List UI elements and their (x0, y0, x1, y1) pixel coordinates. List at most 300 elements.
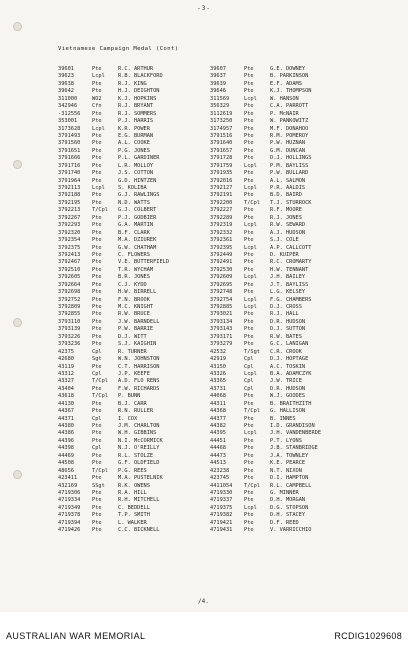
member-name: B. BRAITHZITH (270, 400, 312, 407)
member-name: G.J. RAWLINGS (118, 192, 160, 199)
service-number: 4719306 (58, 489, 81, 496)
member-name: M.F. DONAHOO (270, 125, 309, 132)
roll-entry (58, 274, 208, 281)
member-name: P.J. GODBIER (118, 214, 157, 221)
roll-entry (58, 252, 208, 259)
service-number: 42375 (58, 348, 74, 355)
member-name: A.C. TOSKIN (270, 363, 306, 370)
rank: Pte (244, 475, 254, 482)
rank: SSgt (92, 482, 105, 489)
roll-entry (58, 408, 208, 415)
member-name: D.J. WITT (118, 333, 147, 340)
roll-entry (210, 341, 360, 348)
service-number: 43618 (58, 393, 74, 400)
member-name: A.P. CALLCOTT (270, 244, 312, 251)
rank: Pte (92, 363, 102, 370)
roll-entry (210, 88, 360, 95)
service-number: 39638 (58, 80, 74, 87)
member-name: H.W. TENNANT (270, 266, 309, 273)
service-number: 44386 (58, 430, 74, 437)
service-number: 43327 (58, 378, 74, 385)
rank: Pte (244, 103, 254, 110)
service-number: 43119 (58, 363, 74, 370)
rank: Pte (92, 460, 102, 467)
roll-entry (58, 289, 208, 296)
member-name: C.T. HARRISON (118, 363, 160, 370)
roll-entry (58, 215, 208, 222)
roll-entry (58, 401, 208, 408)
roll-entry (210, 512, 360, 519)
service-number: 3792698 (58, 289, 81, 296)
rank: Pte (244, 452, 254, 459)
roll-entry (58, 364, 208, 371)
service-number: 3793279 (210, 341, 233, 348)
service-number: 48656 (58, 467, 74, 474)
rank: Lcpl (244, 244, 257, 251)
roll-entry (58, 520, 208, 527)
roll-entry (210, 148, 360, 155)
roll-entry (210, 475, 360, 482)
service-number: 3792754 (210, 296, 233, 303)
rank: Pte (92, 504, 102, 511)
rank: Pte (92, 118, 102, 125)
roll-entry (58, 81, 208, 88)
credit-bar (0, 612, 408, 654)
member-name: R.F. MOORE (270, 207, 302, 214)
roll-entry (210, 178, 360, 185)
service-number: 3792467 (58, 259, 81, 266)
service-number: 44513 (210, 460, 226, 467)
roll-entry (210, 371, 360, 378)
service-number: 42532 (210, 348, 226, 355)
rank: Pte (92, 281, 102, 288)
rank: Lcpl (244, 185, 257, 191)
member-name: P.J. HARRIS (118, 118, 154, 125)
rank: Pte (92, 326, 102, 333)
roll-entry (210, 438, 360, 445)
member-name: W.N. JOHNSTON (118, 356, 160, 363)
roll-entry (210, 386, 360, 393)
roll-entry (210, 103, 360, 110)
roll-entry (210, 207, 360, 214)
service-number: 43326 (210, 370, 226, 377)
service-number: 4719375 (210, 504, 233, 511)
member-name: J.T. BAYLISS (270, 281, 309, 288)
member-name: B.J. CARR (118, 400, 147, 407)
rank: Pte (244, 437, 254, 444)
service-number: 39637 (210, 73, 226, 80)
rank: Pte (92, 497, 102, 504)
service-number: 3791651 (58, 147, 81, 154)
service-number: 44311 (210, 400, 226, 407)
service-number: 42919 (210, 356, 226, 363)
rank: T/Cpl (92, 207, 108, 214)
service-number: 4719349 (58, 504, 81, 511)
rank: Pte (244, 467, 254, 474)
roll-entry (58, 237, 208, 244)
member-name: J.P. KEEFE (118, 370, 150, 377)
rank: Pte (92, 170, 102, 177)
roll-entry (210, 222, 360, 229)
service-number: 4719337 (210, 497, 233, 504)
member-name: A.D. FLO RENS (118, 378, 160, 385)
roll-entry (210, 200, 360, 207)
service-number: 3173628 (58, 125, 81, 132)
rank: Pte (244, 177, 254, 184)
member-name: F.G. CHAMBERS (270, 296, 312, 303)
rank: Pte (244, 214, 254, 221)
member-name: J.A. TOWNLEY (270, 452, 309, 459)
member-name: R. TURNER (118, 348, 147, 355)
member-name: H.J. DEIGHTON (118, 88, 160, 95)
member-name: T.R. WYCHAM (118, 266, 154, 273)
member-name: M.A. DZIUREK (118, 237, 157, 244)
service-number: 3792609 (210, 274, 233, 281)
member-name: B.A. ADAMCZYK (270, 370, 312, 377)
member-name: P.T. LYONS (270, 437, 302, 444)
member-name: R.W. SEWARD (270, 222, 306, 229)
rank: Pte (92, 80, 102, 87)
member-name: N.T. NIXON (270, 467, 302, 474)
service-number: 44367 (58, 408, 74, 415)
roll-entry (58, 386, 208, 393)
rank: Pte (244, 73, 254, 80)
rank: Pte (92, 199, 102, 206)
rank: Lcpl (92, 125, 105, 132)
roll-entry (210, 185, 360, 192)
rank: Lcpl (92, 185, 105, 191)
roll-entry (58, 259, 208, 266)
rank: Pte (244, 445, 254, 452)
roll-entry (58, 118, 208, 125)
service-number: 3792016 (210, 177, 233, 184)
service-number: 3792375 (58, 244, 81, 251)
roll-entry (58, 192, 208, 199)
roll-entry (210, 163, 360, 170)
service-number: 44473 (210, 452, 226, 459)
rank: Pte (244, 88, 254, 95)
member-name: J.W. BARNDELL (118, 318, 160, 325)
service-number: 39607 (210, 66, 226, 72)
service-number: 3793226 (58, 333, 81, 340)
roll-entry (210, 252, 360, 259)
service-number: 4719394 (58, 519, 81, 526)
service-number: 4719334 (58, 497, 81, 504)
rank: T/Cpl (244, 408, 260, 415)
service-number: 3174957 (210, 125, 233, 132)
service-number: 44396 (58, 437, 74, 444)
roll-entry (210, 311, 360, 318)
member-name: D. KUIPER (270, 251, 299, 258)
roll-entry (58, 527, 208, 534)
rank: Pte (244, 132, 254, 139)
roll-entry (58, 207, 208, 214)
member-name: J.H. VANDENBERDE (270, 430, 322, 437)
service-number: 44068 (210, 393, 226, 400)
service-number: 3791516 (210, 132, 233, 139)
roll-entry (58, 267, 208, 274)
roll-entry (210, 96, 360, 103)
roll-entry (58, 356, 208, 363)
member-name: A.L. COOKE (118, 140, 150, 147)
service-number: 3791716 (58, 162, 81, 169)
member-name: R.J. SOMMERS (118, 110, 157, 117)
rank: Pte (92, 475, 102, 482)
member-name: W.H. GIBBINS (118, 430, 157, 437)
member-name: G.D. HINTZEN (118, 177, 157, 184)
document-heading: Vietnamese Campaign Medal (Cont) (58, 46, 179, 52)
member-name: W. PANKOWITZ (270, 118, 309, 125)
rank: T/Cpl (92, 393, 108, 400)
roll-entry (58, 88, 208, 95)
member-name: D.R. HUDSON (270, 385, 306, 392)
service-number: 3792293 (58, 222, 81, 229)
member-name: L.G. KELSEY (270, 289, 306, 296)
service-number: 356329 (210, 103, 230, 110)
rank: Pte (92, 304, 102, 310)
rank: Pte (92, 214, 102, 221)
member-name: R.H. MITCHELL (118, 497, 160, 504)
service-number: 4719330 (210, 489, 233, 496)
member-name: R.L. STOLZE (118, 452, 154, 459)
member-name: D.J. SUTTON (270, 326, 306, 333)
service-number: 3792809 (58, 304, 81, 310)
service-number: 3791493 (58, 132, 81, 139)
roll-entry (210, 326, 360, 333)
member-name: R.N. RULLER (118, 408, 154, 415)
member-name: P.W. BULLARD (270, 170, 309, 177)
service-number: 3792855 (58, 311, 81, 318)
member-name: G.C. LANIGAN (270, 341, 309, 348)
roll-entry (58, 468, 208, 475)
rank: Cpl (244, 363, 254, 370)
roll-entry (58, 148, 208, 155)
member-name: P. McNAIR (270, 110, 299, 117)
rank: Lcpl (244, 222, 257, 229)
rank: Pte (92, 192, 102, 199)
rank: Pte (244, 118, 254, 125)
member-name: G.A. MARTIN (118, 222, 154, 229)
service-number: 3792319 (210, 222, 233, 229)
service-number: 3792188 (58, 192, 81, 199)
service-number: 44469 (58, 452, 74, 459)
member-name: R.J. JONES (270, 214, 302, 221)
member-name: G.E. DOWNEY (270, 66, 306, 72)
service-number: 3793134 (210, 318, 233, 325)
roll-entry (210, 267, 360, 274)
service-number: 44380 (58, 423, 74, 429)
roll-entry (58, 483, 208, 490)
member-name: R.J. HALL (270, 311, 299, 318)
rank: Pte (92, 132, 102, 139)
rank: Cpl (92, 370, 102, 377)
service-number: 3793021 (210, 311, 233, 318)
rank: Cpl (92, 415, 102, 422)
service-number: 3791560 (58, 140, 81, 147)
roll-entry (210, 356, 360, 363)
roll-entry (210, 334, 360, 341)
roll-entry (210, 497, 360, 504)
roll-entry (58, 73, 208, 80)
roll-entry (210, 118, 360, 125)
service-number: 39639 (210, 80, 226, 87)
member-name: R.J. BRYANT (118, 103, 154, 110)
service-number: 39646 (210, 88, 226, 95)
roll-entry (58, 393, 208, 400)
service-number: 3792213 (58, 207, 81, 214)
rank: Cpl (92, 348, 102, 355)
roll-entry (58, 416, 208, 423)
service-number: 311000 (58, 95, 78, 102)
service-number: 44371 (58, 415, 74, 422)
rank: Pte (244, 207, 254, 214)
member-name: K.J. THOMPSON (270, 88, 312, 95)
member-name: B.D. BAIRD (270, 192, 302, 199)
rank: Pte (92, 341, 102, 348)
rank: Pte (244, 266, 254, 273)
roll-entry (58, 341, 208, 348)
rank: Pte (244, 333, 254, 340)
rank: Pte (92, 296, 102, 303)
member-name: A.J. HUDSON (270, 229, 306, 236)
roll-entry (210, 527, 360, 534)
roll-entry (210, 230, 360, 237)
rank: Pte (244, 512, 254, 519)
member-name: G.F. OLDFIELD (118, 460, 160, 467)
roll-entry (58, 126, 208, 133)
member-name: H.W. BIRRELL (118, 289, 157, 296)
rank: Pte (244, 281, 254, 288)
roll-entry (58, 438, 208, 445)
roll-entry (58, 96, 208, 103)
rank: Pte (92, 400, 102, 407)
roll-entry (58, 178, 208, 185)
roll-entry (210, 126, 360, 133)
service-number: 3792289 (210, 214, 233, 221)
roll-entry (58, 497, 208, 504)
roll-entry (210, 490, 360, 497)
rank: T/Cpl (244, 199, 260, 206)
rank: Pte (244, 170, 254, 177)
member-name: J.B. STANBRIDGE (270, 445, 318, 452)
member-name: D.R. HUDSON (270, 318, 306, 325)
service-number: 39623 (58, 73, 74, 80)
rank: Pte (92, 110, 102, 117)
roll-entry (58, 371, 208, 378)
roll-entry (210, 401, 360, 408)
rank: Pte (92, 437, 102, 444)
service-number: 44130 (58, 400, 74, 407)
rank: Pte (92, 408, 102, 415)
rank: Lcpl (244, 274, 257, 281)
service-number: 3793139 (58, 326, 81, 333)
member-name: E.F. ADAMS (270, 80, 302, 87)
rank: Pte (92, 222, 102, 229)
rank: Pte (244, 341, 254, 348)
service-number: -312556 (58, 110, 81, 117)
rank: Pte (92, 251, 102, 258)
service-number: 3791657 (210, 147, 233, 154)
member-name: G. MINNER (270, 489, 299, 496)
service-number: 3173250 (210, 118, 233, 125)
member-name: D.J. HOPTAGE (270, 356, 309, 363)
member-name: R.K. OWENS (118, 482, 150, 489)
roll-entry (58, 349, 208, 356)
rank: Pte (244, 237, 254, 244)
member-name: J.S. COTTON (118, 170, 154, 177)
member-name: C. BEDDELL (118, 504, 150, 511)
service-number: 342946 (58, 103, 78, 110)
service-number: 43365 (210, 378, 226, 385)
rank: Pte (92, 423, 102, 429)
rank: Pte (244, 489, 254, 496)
service-number: 3792510 (58, 266, 81, 273)
roll-entry (210, 215, 360, 222)
service-number: 3792200 (210, 199, 233, 206)
service-number: 3793143 (210, 326, 233, 333)
service-number: 3792530 (210, 266, 233, 273)
roll-entry (58, 200, 208, 207)
rank: T/Cpl (92, 378, 108, 385)
roll-entry (210, 304, 360, 311)
right-roll-column (210, 66, 360, 535)
member-name: C. FLOWERS (118, 251, 150, 258)
member-name: P.L. GARDINER (118, 155, 160, 162)
roll-entry (210, 73, 360, 80)
roll-entry (210, 408, 360, 415)
service-number: 3792191 (210, 192, 233, 199)
service-number: 423745 (210, 475, 230, 482)
member-name: G.J. COLBERT (118, 207, 157, 214)
service-number: 42680 (58, 356, 74, 363)
service-number: 4719426 (58, 527, 81, 534)
rank: Lcpl (244, 304, 257, 310)
member-name: D.J. HOLLINGS (270, 155, 312, 162)
member-name: C.A. PARROTT (270, 103, 309, 110)
member-name: R.W. BRUCE (118, 311, 150, 318)
member-name: C.C. BICKNELL (118, 527, 160, 534)
rank: Pte (244, 423, 254, 429)
member-name: B. INNES (270, 415, 296, 422)
service-number: 3792320 (58, 229, 81, 236)
rank: Lcpl (244, 162, 257, 169)
binder-hole (13, 318, 22, 327)
member-name: T.P. SMITH (118, 512, 150, 519)
member-name: V.E. BUTTERFIELD (118, 259, 170, 266)
service-number: 3792752 (58, 296, 81, 303)
service-number: 3793236 (58, 341, 81, 348)
rank: Pte (92, 162, 102, 169)
member-name: R.B. BLACKFORD (118, 73, 163, 80)
rank: Cpl (92, 445, 102, 452)
member-name: R.A. HILL (118, 489, 147, 496)
rank: Pte (244, 415, 254, 422)
service-number: 311569 (210, 95, 230, 102)
member-name: M.C. KNIGHT (118, 304, 154, 310)
service-number: 43150 (210, 363, 226, 370)
roll-entry (210, 237, 360, 244)
service-number: 3792491 (210, 259, 233, 266)
rank: Pte (92, 289, 102, 296)
service-number: 44368 (210, 408, 226, 415)
rank: Pte (244, 289, 254, 296)
member-name: D.I. HAMPTON (270, 475, 309, 482)
member-name: P.G. REES (118, 467, 147, 474)
service-number: 44377 (210, 415, 226, 422)
rank: Pte (244, 155, 254, 162)
roll-entry (58, 460, 208, 467)
rank: Pte (92, 430, 102, 437)
